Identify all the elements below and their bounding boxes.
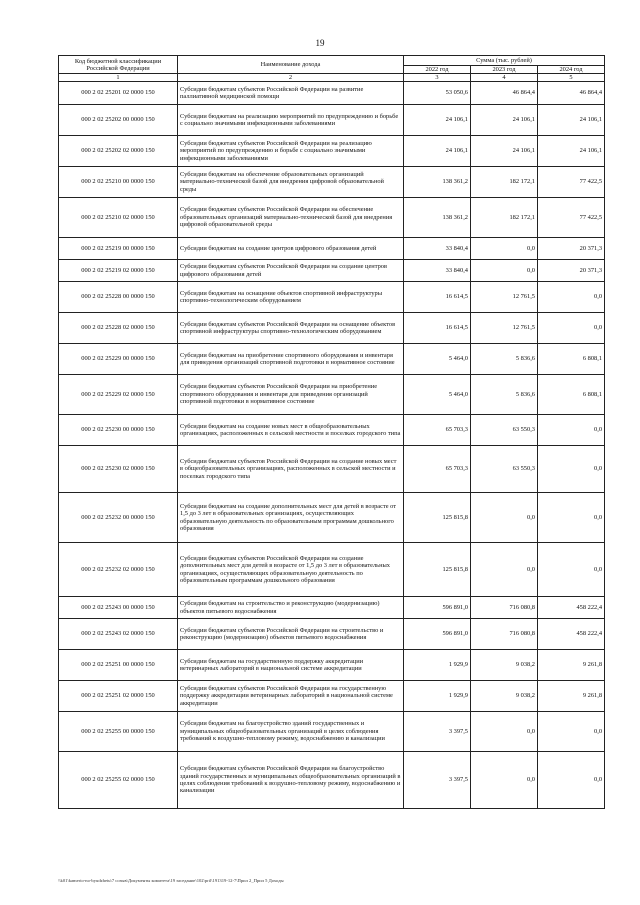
- row-value-2024: 77 422,5: [538, 198, 605, 238]
- row-name: Субсидии бюджетам субъектов Российской Федерации на создание новых мест в общеобразовательных организациях, расположенных в сельской местности и поселках городского типа: [178, 446, 404, 493]
- row-value-2023: 12 761,5: [471, 313, 538, 344]
- row-value-2022: 53 050,6: [404, 82, 471, 105]
- row-code: 000 2 02 25229 00 0000 150: [59, 344, 178, 375]
- row-value-2022: 125 815,8: [404, 543, 471, 597]
- table-row: [59, 313, 605, 344]
- row-value-2023: 5 836,6: [471, 375, 538, 415]
- row-value-2023: 24 106,1: [471, 136, 538, 167]
- header-year-2024: 2024 год: [538, 66, 605, 74]
- row-value-2024: 0,0: [538, 543, 605, 597]
- row-code: 000 2 02 25219 02 0000 150: [59, 260, 178, 282]
- row-name: Субсидии бюджетам на приобретение спортивного оборудования и инвентаря для приведения организаций спортивной подготовки в нормативное состояние: [178, 344, 404, 375]
- row-code: 000 2 02 25230 02 0000 150: [59, 446, 178, 493]
- row-code: 000 2 02 25243 02 0000 150: [59, 619, 178, 650]
- row-name: Субсидии бюджетам на строительство и реконструкцию (модернизацию) объектов питьевого водоснабжения: [178, 597, 404, 619]
- row-value-2023: 5 836,6: [471, 344, 538, 375]
- row-value-2023: 24 106,1: [471, 105, 538, 136]
- row-value-2023: 0,0: [471, 752, 538, 809]
- header-name: Наименование дохода: [178, 56, 404, 74]
- row-value-2022: 5 464,0: [404, 375, 471, 415]
- row-value-2023: 9 038,2: [471, 681, 538, 712]
- table-row: [59, 136, 605, 167]
- row-value-2023: 9 038,2: [471, 650, 538, 681]
- row-code: 000 2 02 25232 00 0000 150: [59, 493, 178, 543]
- table-row: [59, 344, 605, 375]
- row-value-2023: 716 080,8: [471, 619, 538, 650]
- row-value-2024: 0,0: [538, 313, 605, 344]
- row-code: 000 2 02 25210 02 0000 150: [59, 198, 178, 238]
- row-name: Субсидии бюджетам на обеспечение образовательных организаций материально-технической базой для внедрения цифровой образовательной среды: [178, 167, 404, 198]
- table-row: [59, 260, 605, 282]
- row-code: 000 2 02 25228 00 0000 150: [59, 282, 178, 313]
- row-value-2022: 24 106,1: [404, 105, 471, 136]
- table-row: [59, 198, 605, 238]
- row-code: 000 2 02 25201 02 0000 150: [59, 82, 178, 105]
- table-row: [59, 238, 605, 260]
- row-value-2024: 0,0: [538, 493, 605, 543]
- table-row: [59, 543, 605, 597]
- row-name: Субсидии бюджетам на создание центров цифрового образования детей: [178, 238, 404, 260]
- table-row: [59, 167, 605, 198]
- row-value-2024: 20 371,3: [538, 238, 605, 260]
- row-name: Субсидии бюджетам субъектов Российской Федерации на обеспечение образовательных организаций материально-технической базой для внедрения цифровой образовательной среды: [178, 198, 404, 238]
- row-code: 000 2 02 25229 02 0000 150: [59, 375, 178, 415]
- row-value-2022: 3 397,5: [404, 752, 471, 809]
- row-name: Субсидии бюджетам субъектов Российской Федерации на государственную поддержку аккредитации ветеринарных лабораторий в национальной системе аккредитации: [178, 681, 404, 712]
- row-value-2024: 9 261,8: [538, 681, 605, 712]
- row-value-2022: 1 929,9: [404, 650, 471, 681]
- table-body: [59, 82, 605, 809]
- row-value-2022: 24 106,1: [404, 136, 471, 167]
- row-value-2022: 3 397,5: [404, 712, 471, 752]
- row-value-2024: 9 261,8: [538, 650, 605, 681]
- row-code: 000 2 02 25243 00 0000 150: [59, 597, 178, 619]
- col-number-3: 3: [404, 74, 471, 82]
- col-number-1: 1: [59, 74, 178, 82]
- table-row: [59, 712, 605, 752]
- row-value-2024: 458 222,4: [538, 597, 605, 619]
- row-value-2022: 16 614,5: [404, 282, 471, 313]
- row-value-2022: 138 361,2: [404, 198, 471, 238]
- table-row: [59, 105, 605, 136]
- page-number: 19: [315, 38, 325, 48]
- row-value-2024: 0,0: [538, 712, 605, 752]
- row-name: Субсидии бюджетам на благоустройство зданий государственных и муниципальных общеобразовательных организаций в целях соблюдения требований к воздушно-тепловому режиму, водоснабжению и канализации: [178, 712, 404, 752]
- table-row: [59, 282, 605, 313]
- row-name: Субсидии бюджетам субъектов Российской Федерации на оснащение объектов спортивной инфраструктуры спортивно-технологическим оборудованием: [178, 313, 404, 344]
- row-value-2022: 125 815,8: [404, 493, 471, 543]
- row-name: Субсидии бюджетам на создание новых мест в общеобразовательных организациях, расположенных в сельской местности и поселках городского типа: [178, 415, 404, 446]
- row-name: Субсидии бюджетам субъектов Российской Федерации на приобретение спортивного оборудования и инвентаря для приведения организаций спортивной подготовки в нормативное состояние: [178, 375, 404, 415]
- table-row: [59, 493, 605, 543]
- row-value-2022: 16 614,5: [404, 313, 471, 344]
- row-value-2023: 46 864,4: [471, 82, 538, 105]
- row-code: 000 2 02 25255 02 0000 150: [59, 752, 178, 809]
- row-name: Субсидии бюджетам субъектов Российской Федерации на благоустройство зданий государственных и муниципальных общеобразовательных организаций в целях соблюдения требований к воздушно-тепловому режиму, водоснабжению и канализации: [178, 752, 404, 809]
- table-header: [59, 56, 605, 82]
- row-code: 000 2 02 25232 02 0000 150: [59, 543, 178, 597]
- row-name: Субсидии бюджетам субъектов Российской Федерации на создание центров цифрового образования детей: [178, 260, 404, 282]
- header-sum: Сумма (тыс. рублей): [404, 56, 605, 66]
- row-code: 000 2 02 25251 00 0000 150: [59, 650, 178, 681]
- row-value-2023: 63 550,3: [471, 446, 538, 493]
- table-row: [59, 752, 605, 809]
- row-value-2023: 0,0: [471, 238, 538, 260]
- table-row: [59, 650, 605, 681]
- table-row: [59, 597, 605, 619]
- table-row: [59, 681, 605, 712]
- row-value-2023: 0,0: [471, 712, 538, 752]
- row-name: Субсидии бюджетам на создание дополнительных мест для детей в возрасте от 1,5 до 3 лет в образовательных организациях, осуществляющих образовательную деятельность по образовательным программам дошкольного образования: [178, 493, 404, 543]
- row-name: Субсидии бюджетам субъектов Российской Федерации на реализацию мероприятий по предупреждению и борьбе с социально значимыми инфекционными заболеваниями: [178, 136, 404, 167]
- row-value-2024: 0,0: [538, 415, 605, 446]
- row-value-2024: 20 371,3: [538, 260, 605, 282]
- row-value-2022: 65 703,3: [404, 415, 471, 446]
- row-name: Субсидии бюджетам субъектов Российской Федерации на строительство и реконструкцию (модернизацию) объектов питьевого водоснабжения: [178, 619, 404, 650]
- row-name: Субсидии бюджетам на государственную поддержку аккредитации ветеринарных лабораторий в национальной системе аккредитации: [178, 650, 404, 681]
- row-name: Субсидии бюджетам на оснащение объектов спортивной инфраструктуры спортивно-технологическим оборудованием: [178, 282, 404, 313]
- row-value-2024: 77 422,5: [538, 167, 605, 198]
- row-value-2023: 0,0: [471, 260, 538, 282]
- budget-table: [58, 55, 605, 809]
- row-value-2022: 5 464,0: [404, 344, 471, 375]
- row-value-2024: 6 808,1: [538, 375, 605, 415]
- table-row: [59, 415, 605, 446]
- row-code: 000 2 02 25219 00 0000 150: [59, 238, 178, 260]
- col-number-5: 5: [538, 74, 605, 82]
- row-name: Субсидии бюджетам субъектов Российской Федерации на развитие паллиативной медицинской помощи: [178, 82, 404, 105]
- header-year-2023: 2023 год: [471, 66, 538, 74]
- table-row: [59, 82, 605, 105]
- row-name: Субсидии бюджетам субъектов Российской Федерации на создание дополнительных мест для детей в возрасте от 1,5 до 3 лет в образовательных организациях, осуществляющих образовательную деятельность по образовательным программам дошкольного образования: [178, 543, 404, 597]
- row-value-2023: 0,0: [471, 543, 538, 597]
- row-value-2023: 182 172,1: [471, 167, 538, 198]
- row-value-2023: 716 080,8: [471, 597, 538, 619]
- row-value-2024: 6 808,1: [538, 344, 605, 375]
- row-value-2024: 46 864,4: [538, 82, 605, 105]
- row-value-2022: 596 891,0: [404, 597, 471, 619]
- row-value-2024: 0,0: [538, 446, 605, 493]
- row-value-2023: 63 550,3: [471, 415, 538, 446]
- row-value-2024: 458 222,4: [538, 619, 605, 650]
- table-row: [59, 446, 605, 493]
- col-number-4: 4: [471, 74, 538, 82]
- header-year-2022: 2022 год: [404, 66, 471, 74]
- row-code: 000 2 02 25202 02 0000 150: [59, 136, 178, 167]
- row-code: 000 2 02 25251 02 0000 150: [59, 681, 178, 712]
- row-code: 000 2 02 25230 00 0000 150: [59, 415, 178, 446]
- row-name: Субсидии бюджетам на реализацию мероприятий по предупреждению и борьбе с социально значимыми инфекционными заболеваниями: [178, 105, 404, 136]
- row-value-2022: 1 929,9: [404, 681, 471, 712]
- row-value-2022: 138 361,2: [404, 167, 471, 198]
- table-row: [59, 375, 605, 415]
- row-value-2024: 0,0: [538, 282, 605, 313]
- row-value-2022: 596 891,0: [404, 619, 471, 650]
- header-code: Код бюджетной классификации Российской Федерации: [59, 56, 178, 74]
- row-code: 000 2 02 25228 02 0000 150: [59, 313, 178, 344]
- row-code: 000 2 02 25210 00 0000 150: [59, 167, 178, 198]
- col-number-2: 2: [178, 74, 404, 82]
- row-value-2022: 33 840,4: [404, 238, 471, 260]
- row-value-2023: 12 761,5: [471, 282, 538, 313]
- row-value-2024: 24 106,1: [538, 136, 605, 167]
- row-value-2024: 24 106,1: [538, 105, 605, 136]
- file-path-footer: \\k01\kamerio-no-byudzhetu\7 созыв\Документы комитета\19 заседание\102\pril\191319-12-7\Прил 2_Прил 5 Доходы: [58, 878, 284, 883]
- row-code: 000 2 02 25202 00 0000 150: [59, 105, 178, 136]
- row-value-2022: 33 840,4: [404, 260, 471, 282]
- row-code: 000 2 02 25255 00 0000 150: [59, 712, 178, 752]
- row-value-2024: 0,0: [538, 752, 605, 809]
- row-value-2023: 182 172,1: [471, 198, 538, 238]
- table-row: [59, 619, 605, 650]
- row-value-2023: 0,0: [471, 493, 538, 543]
- row-value-2022: 65 703,3: [404, 446, 471, 493]
